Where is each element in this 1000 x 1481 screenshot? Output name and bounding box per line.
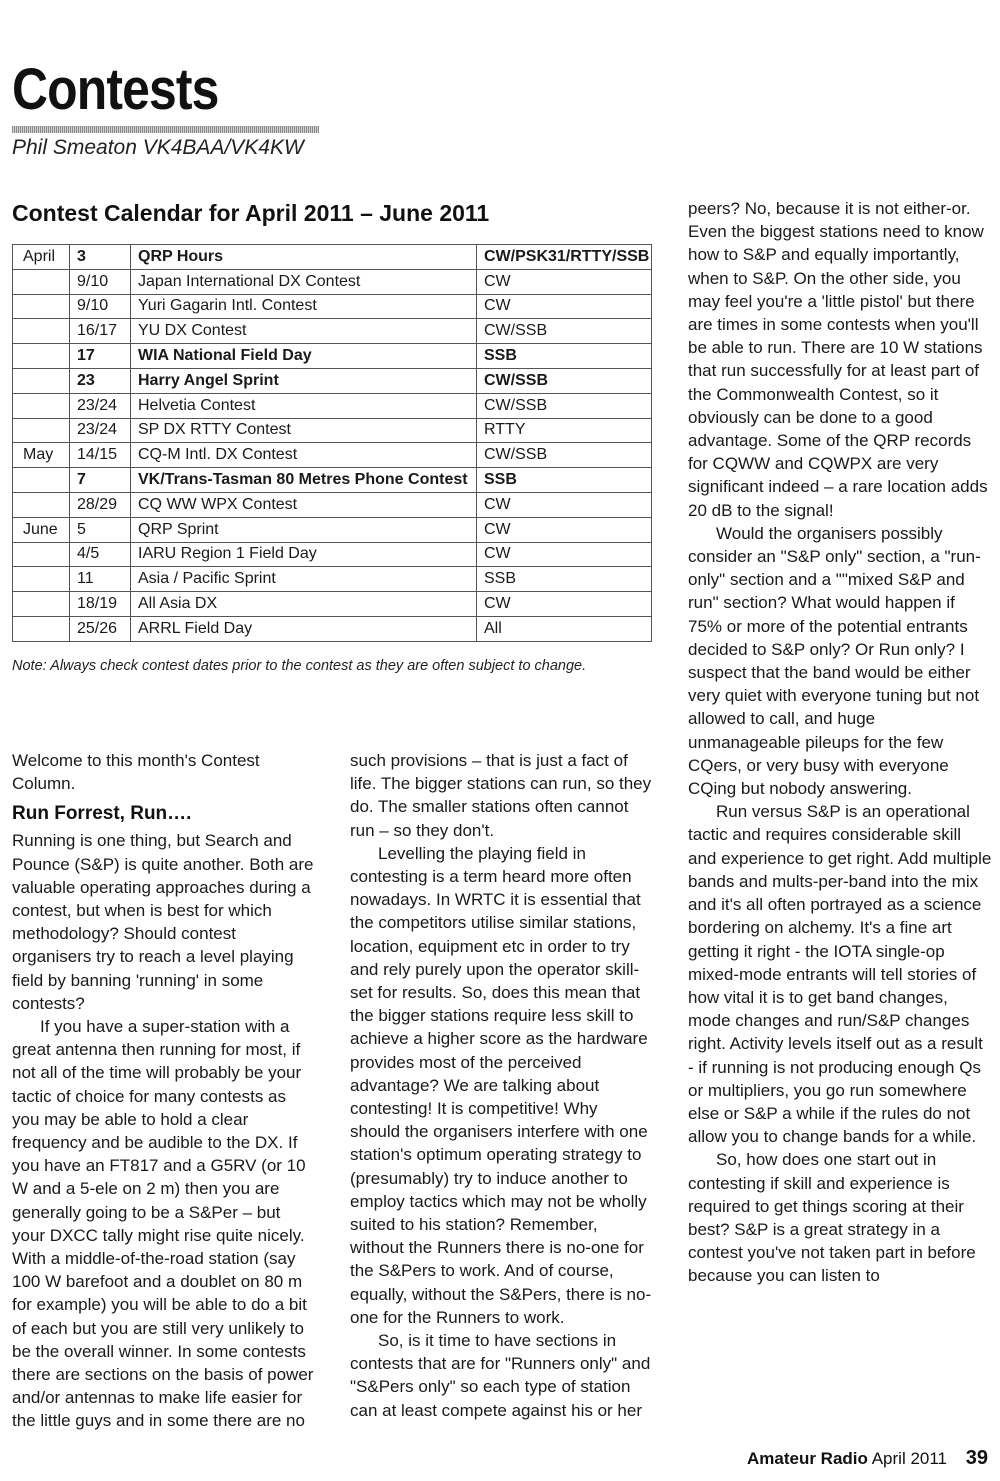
paragraph-7: So, how does one start out in contesting if skill and experience is required to get things scoring at their best? S&P is a great strategy in a contest you've not taken part in before because you can listen to xyxy=(688,1150,976,1286)
calendar-month-cell xyxy=(13,269,70,294)
title-rule xyxy=(12,126,319,133)
calendar-mode-cell: CW xyxy=(477,592,652,617)
calendar-contest-cell: QRP Hours xyxy=(131,245,477,270)
paragraph-5: Would the organisers possibly consider an "S&P only" section, a "run-only" section and a ""mixed S&P and run" section? What would happen if 75% or more of the potential entrants decided to S&P only? Or Run only? I suspect that the band would be either very quiet with everyone tuning but not allowed to call, and huge unmanageable pileups for the few CQers, or very busy with everyone CQing but nobody answering. xyxy=(688,523,981,799)
calendar-date-cell: 28/29 xyxy=(70,492,131,517)
calendar-date-cell: 23/24 xyxy=(70,418,131,443)
calendar-month-cell: June xyxy=(13,517,70,542)
calendar-month-cell xyxy=(13,492,70,517)
calendar-contest-cell: Japan International DX Contest xyxy=(131,269,477,294)
calendar-month-cell xyxy=(13,542,70,567)
calendar-date-cell: 17 xyxy=(70,344,131,369)
calendar-contest-cell: CQ WW WPX Contest xyxy=(131,492,477,517)
calendar-mode-cell: CW/SSB xyxy=(477,319,652,344)
calendar-date-cell: 25/26 xyxy=(70,616,131,641)
calendar-mode-cell: CW xyxy=(477,269,652,294)
calendar-month-cell xyxy=(13,567,70,592)
calendar-row xyxy=(13,542,652,567)
calendar-mode-cell: All xyxy=(477,616,652,641)
calendar-date-cell: 16/17 xyxy=(70,319,131,344)
calendar-mode-cell: SSB xyxy=(477,567,652,592)
calendar-date-cell: 9/10 xyxy=(70,269,131,294)
calendar-mode-cell: SSB xyxy=(477,468,652,493)
calendar-contest-cell: Asia / Pacific Sprint xyxy=(131,567,477,592)
calendar-row xyxy=(13,418,652,443)
calendar-month-cell xyxy=(13,616,70,641)
calendar-row xyxy=(13,393,652,418)
paragraph-1: Running is one thing, but Search and Pounce (S&P) is quite another. Both are valuable operating approaches during a contest, but when is best for which methodology? Should contest organisers try to reach a level playing field by banning 'running' in some contests? xyxy=(12,831,314,1013)
calendar-row xyxy=(13,616,652,641)
article-column-3 xyxy=(688,197,992,1288)
calendar-mode-cell: CW xyxy=(477,492,652,517)
calendar-contest-cell: IARU Region 1 Field Day xyxy=(131,542,477,567)
calendar-date-cell: 18/19 xyxy=(70,592,131,617)
calendar-row xyxy=(13,492,652,517)
paragraph-4: So, is it time to have sections in contests that are for "Runners only" and "S&Pers only" so each type of station can at least compete against his or her xyxy=(350,1331,651,1420)
calendar-month-cell xyxy=(13,368,70,393)
calendar-month-cell xyxy=(13,592,70,617)
calendar-title: Contest Calendar for April 2011 – June 2011 xyxy=(12,200,490,226)
calendar-row xyxy=(13,468,652,493)
intro-paragraph: Welcome to this month's Contest Column. xyxy=(12,751,260,794)
page-footer xyxy=(747,1446,988,1471)
calendar-row xyxy=(13,344,652,369)
calendar-row xyxy=(13,269,652,294)
article-column-1 xyxy=(12,749,314,1433)
calendar-contest-cell: Yuri Gagarin Intl. Contest xyxy=(131,294,477,319)
calendar-month-cell xyxy=(13,393,70,418)
calendar-mode-cell: CW xyxy=(477,294,652,319)
calendar-contest-cell: All Asia DX xyxy=(131,592,477,617)
calendar-mode-cell: CW/SSB xyxy=(477,443,652,468)
calendar-row xyxy=(13,245,652,270)
calendar-date-cell: 14/15 xyxy=(70,443,131,468)
paragraph-6: Run versus S&P is an operational tactic and requires considerable skill and experience to get right. Add multiple bands and mults-per-band into the mix and it's all often portrayed as a science bordering on alchemy. It's a fine art getting it right - the IOTA single-op mixed-mode entrants will tell stories of how vital it is to get band changes, mode changes and run/S&P changes right. Activity levels itself out as a result - if running is not producing enough Qs or multipliers, you go run somewhere else or S&P a while if the rules do not allow you to change bands for a while. xyxy=(688,802,992,1147)
calendar-date-cell: 23/24 xyxy=(70,393,131,418)
calendar-contest-cell: CQ-M Intl. DX Contest xyxy=(131,443,477,468)
calendar-month-cell: April xyxy=(13,245,70,270)
calendar-date-cell: 11 xyxy=(70,567,131,592)
calendar-date-cell: 3 xyxy=(70,245,131,270)
calendar-month-cell xyxy=(13,468,70,493)
calendar-mode-cell: CW xyxy=(477,542,652,567)
paragraph-3: Levelling the playing field in contesting is a term heard more often nowadays. In WRTC it is essential that the competitors utilise similar stations, location, equipment etc in order to try and rely purely upon the operator skill-set for results. So, does this mean that the bigger stations require less skill to achieve a higher score as the hardware provides most of the perceived advantage? We are talking about contesting! It is competitive! Why should the organisers interfere with one station's optimum operating strategy to (presumably) try to induce another to employ tactics which may not be wholly suited to his station? Remember, without the Runners there is no-one for the S&Pers to work. And of course, equally, without the S&Pers, there is no-one for the Runners to work. xyxy=(350,843,652,1327)
calendar-contest-cell: QRP Sprint xyxy=(131,517,477,542)
calendar-month-cell: May xyxy=(13,443,70,468)
calendar-date-cell: 23 xyxy=(70,368,131,393)
calendar-note: Note: Always check contest dates prior to the contest as they are often subject to change. xyxy=(12,658,587,674)
calendar-body xyxy=(13,245,652,642)
calendar-date-cell: 5 xyxy=(70,517,131,542)
calendar-row xyxy=(13,592,652,617)
calendar-row xyxy=(13,567,652,592)
calendar-row xyxy=(13,319,652,344)
calendar-mode-cell: SSB xyxy=(477,344,652,369)
calendar-month-cell xyxy=(13,319,70,344)
section-title: Contests xyxy=(12,57,219,122)
calendar-contest-cell: SP DX RTTY Contest xyxy=(131,418,477,443)
calendar-row xyxy=(13,294,652,319)
calendar-mode-cell: RTTY xyxy=(477,418,652,443)
calendar-mode-cell: CW/SSB xyxy=(477,393,652,418)
calendar-contest-cell: YU DX Contest xyxy=(131,319,477,344)
contest-calendar-table xyxy=(12,244,652,642)
calendar-month-cell xyxy=(13,294,70,319)
calendar-contest-cell: ARRL Field Day xyxy=(131,616,477,641)
calendar-contest-cell: VK/Trans-Tasman 80 Metres Phone Contest xyxy=(131,468,477,493)
calendar-date-cell: 4/5 xyxy=(70,542,131,567)
calendar-contest-cell: Helvetia Contest xyxy=(131,393,477,418)
magazine-name: Amateur Radio xyxy=(747,1449,868,1468)
calendar-contest-cell: WIA National Field Day xyxy=(131,344,477,369)
calendar-contest-cell: Harry Angel Sprint xyxy=(131,368,477,393)
author-byline: Phil Smeaton VK4BAA/VK4KW xyxy=(12,136,304,159)
article-subheading: Run Forrest, Run…. xyxy=(12,803,192,825)
paragraph-2-continued: such provisions – that is just a fact of life. The bigger stations can run, so they do. The smaller stations often cannot run – so they don't. xyxy=(350,751,652,840)
calendar-row xyxy=(13,443,652,468)
calendar-row xyxy=(13,517,652,542)
calendar-mode-cell: CW xyxy=(477,517,652,542)
calendar-mode-cell: CW/SSB xyxy=(477,368,652,393)
calendar-mode-cell: CW/PSK31/RTTY/SSB xyxy=(477,245,652,270)
calendar-date-cell: 7 xyxy=(70,468,131,493)
page-number: 39 xyxy=(965,1447,988,1469)
paragraph-4-continued: peers? No, because it is not either-or. Even the biggest stations need to know how to S&P and equally importantly, when to S&P. On the other side, you may feel you're a 'little pistol' but there are times in some contests when you'll be able to run. There are 10 W stations that run successfully for at least part of the Commonwealth Contest, so it obviously can be done to a good advantage. Some of the QRP records for CQWW and CQWPX are very significant indeed – a rare location adds 20 dB to the signal! xyxy=(688,199,988,520)
paragraph-2: If you have a super-station with a great antenna then running for most, if not all of the time will probably be your tactic of choice for many contests as you may be able to hold a clear frequency and be audible to the DX. If you have an FT817 and a G5RV (or 10 W and a 5-ele on 2 m) then you are generally going to be a S&Per – but your DXCC tally might rise quite nicely. With a middle-of-the-road station (say 100 W barefoot and a doublet on 80 m for example) you will be able to do a bit of each but you are still very unlikely to be the overall winner. In some contests there are sections on the basis of power and/or antennas to make life easier for the little guys and in some there are no xyxy=(12,1017,314,1431)
issue-date: April 2011 xyxy=(871,1449,948,1468)
calendar-month-cell xyxy=(13,344,70,369)
article-column-2 xyxy=(350,749,652,1422)
calendar-row xyxy=(13,368,652,393)
calendar-date-cell: 9/10 xyxy=(70,294,131,319)
calendar-month-cell xyxy=(13,418,70,443)
